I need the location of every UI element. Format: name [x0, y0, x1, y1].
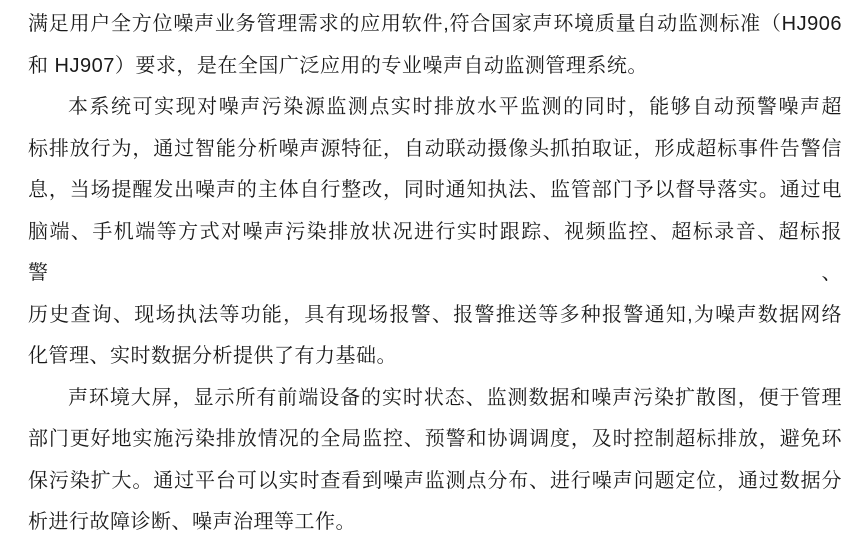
- paragraph-big-screen: [28, 378, 842, 544]
- text-line: 本系统可实现对噪声污染源监测点实时排放水平监测的同时，能够自动预警噪声超: [68, 96, 842, 118]
- text-line: 息，当场提醒发出噪声的主体自行整改，同时通知执法、监管部门予以督导落实。通过电: [28, 179, 842, 201]
- text-line: 声环境大屏，显示所有前端设备的实时状态、监测数据和噪声污染扩散图，便于管理: [68, 386, 842, 409]
- text-line: 析进行故障诊断、噪声治理等工作。: [28, 511, 356, 533]
- text-line: 满足用户全方位噪声业务管理需求的应用软件,符合国家声环境质量自动监测标准（HJ906: [28, 13, 842, 35]
- text-line: 保污染扩大。通过平台可以实时查看到噪声监测点分布、进行噪声问题定位，通过数据分: [28, 469, 842, 492]
- text-line: 部门更好地实施污染排放情况的全局监控、预警和协调调度，及时控制超标排放，避免环: [28, 428, 842, 450]
- text-line: 脑端、手机端等方式对噪声污染排放状况进行实时跟踪、视频监控、超标录音、超标报警、: [28, 220, 842, 284]
- paragraph-intro: [28, 4, 842, 87]
- text-line: 和 HJ907）要求，是在全国广泛应用的专业噪声自动监测管理系统。: [28, 54, 648, 77]
- text-line: 化管理、实时数据分析提供了有力基础。: [28, 345, 397, 367]
- text-line: 历史查询、现场执法等功能，具有现场报警、报警推送等多种报警通知,为噪声数据网络: [28, 303, 842, 326]
- text-line: 标排放行为，通过智能分析噪声源特征，自动联动摄像头抓拍取证，形成超标事件告警信: [28, 137, 842, 160]
- paragraph-system-features: [28, 87, 842, 378]
